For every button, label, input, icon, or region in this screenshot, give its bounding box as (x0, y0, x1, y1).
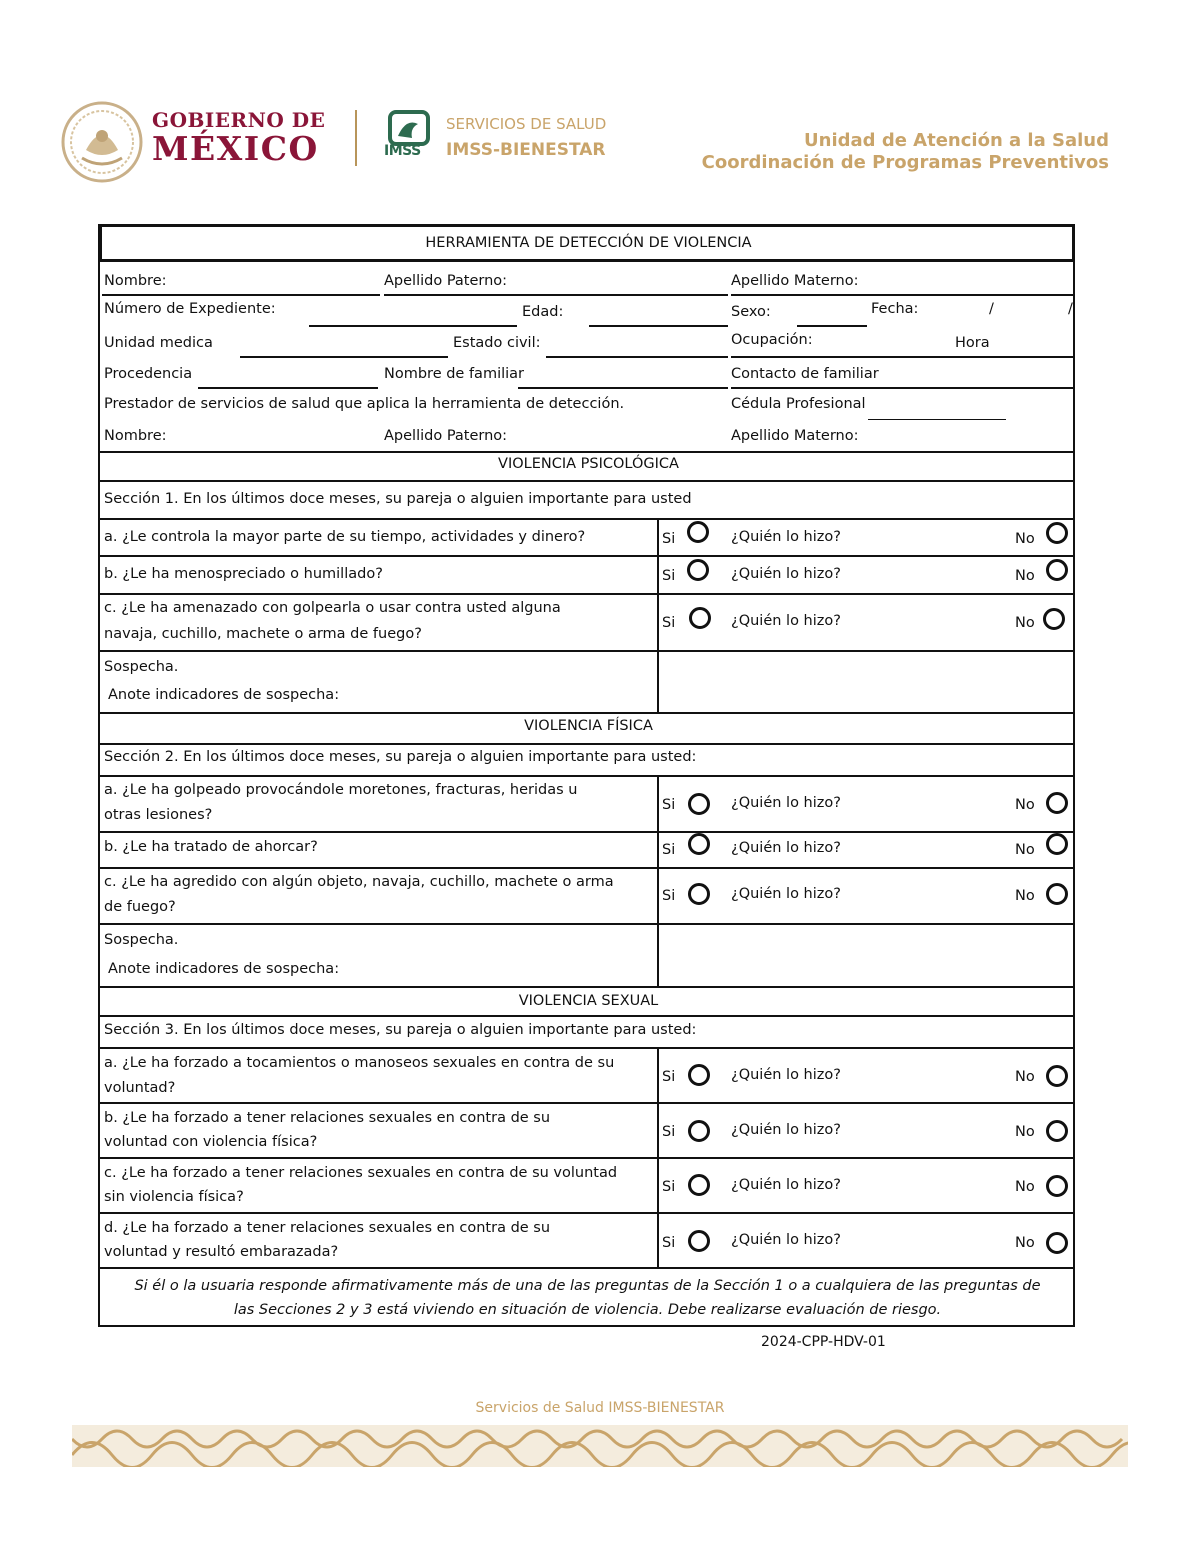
si-label: Si (662, 1235, 676, 1251)
field-line-expediente[interactable] (309, 325, 517, 327)
si-label: Si (662, 568, 676, 584)
no-label: No (1015, 615, 1035, 631)
divider (100, 743, 1075, 745)
label-prestador-apellido-paterno: Apellido Paterno: (384, 428, 508, 444)
no-label: No (1015, 1069, 1035, 1085)
si-label: Si (662, 842, 676, 858)
question-2a-line1: a. ¿Le ha golpeado provocándole moretones, fracturas, heridas u (104, 782, 578, 798)
label-sexo: Sexo: (731, 304, 771, 320)
section-title-sexual: VIOLENCIA SEXUAL (518, 993, 659, 1009)
si-radio-1b[interactable] (687, 559, 709, 581)
question-1b: b. ¿Le ha menospreciado o humillado? (104, 566, 383, 582)
label-cedula: Cédula Profesional (731, 396, 866, 412)
question-1c-line1: c. ¿Le ha amenazado con golpearla o usar contra usted alguna (104, 600, 561, 616)
quien-label: ¿Quién lo hizo? (731, 840, 841, 856)
note-line2: las Secciones 2 y 3 está viviendo en situación de violencia. Debe realizarse evaluación de riesgo. (233, 1302, 942, 1318)
question-1c-line2: navaja, cuchillo, machete o arma de fuego? (104, 626, 422, 642)
label-estado-civil: Estado civil: (453, 335, 541, 351)
no-label: No (1015, 797, 1035, 813)
form-code: 2024-CPP-HDV-01 (761, 1334, 886, 1350)
label-prestador-apellido-materno: Apellido Materno: (731, 428, 859, 444)
divider (100, 1157, 1075, 1159)
question-2c-line1: c. ¿Le ha agredido con algún objeto, navaja, cuchillo, machete o arma (104, 874, 614, 890)
field-line-estado-civil[interactable] (546, 356, 728, 358)
question-3b-line1: b. ¿Le ha forzado a tener relaciones sexuales en contra de su (104, 1110, 551, 1126)
question-3a-line2: voluntad? (104, 1080, 176, 1096)
question-2a-line2: otras lesiones? (104, 807, 213, 823)
divider (100, 1015, 1075, 1017)
label-expediente: Número de Expediente: (104, 301, 276, 317)
column-divider (657, 518, 659, 712)
label-nombre: Nombre: (104, 273, 167, 289)
no-radio-1a[interactable] (1046, 522, 1068, 544)
unidad-atencion: Unidad de Atención a la Salud (804, 130, 1109, 151)
quien-label: ¿Quién lo hizo? (731, 1067, 841, 1083)
indicadores-2: Anote indicadores de sospecha: (108, 961, 340, 977)
si-label: Si (662, 1179, 676, 1195)
field-line-nombre[interactable] (102, 294, 380, 296)
quien-label: ¿Quién lo hizo? (731, 613, 841, 629)
divider (100, 923, 1075, 925)
servicios-line2: IMSS-BIENESTAR (446, 140, 606, 160)
si-label: Si (662, 615, 676, 631)
field-line-cedula[interactable] (868, 419, 1006, 420)
column-divider (657, 1047, 659, 1267)
servicios-line1: SERVICIOS DE SALUD (446, 115, 607, 133)
gobierno-line2: MÉXICO (152, 129, 319, 168)
quien-label: ¿Quién lo hizo? (731, 566, 841, 582)
field-line-apellido-paterno[interactable] (384, 294, 728, 296)
divider (100, 986, 1075, 988)
no-radio-1b[interactable] (1046, 559, 1068, 581)
si-radio-3d[interactable] (688, 1230, 710, 1252)
question-3a-line1: a. ¿Le ha forzado a tocamientos o manoseos sexuales en contra de su (104, 1055, 615, 1071)
label-prestador: Prestador de servicios de salud que aplica la herramienta de detección. (104, 396, 625, 412)
gobierno-line1: GOBIERNO DE (152, 108, 326, 132)
divider (100, 518, 1075, 520)
no-label: No (1015, 531, 1035, 547)
column-divider (657, 775, 659, 986)
divider (100, 1212, 1075, 1214)
si-radio-3b[interactable] (688, 1120, 710, 1142)
no-radio-3a[interactable] (1046, 1065, 1068, 1087)
field-line-nombre-familiar[interactable] (518, 387, 728, 389)
no-radio-3d[interactable] (1046, 1232, 1068, 1254)
question-2c-line2: de fuego? (104, 899, 176, 915)
question-3d-line2: voluntad y resultó embarazada? (104, 1244, 339, 1260)
quien-label: ¿Quién lo hizo? (731, 529, 841, 545)
header-divider (355, 110, 357, 166)
quien-label: ¿Quién lo hizo? (731, 795, 841, 811)
label-hora: Hora (955, 335, 990, 351)
form-title: HERRAMIENTA DE DETECCIÓN DE VIOLENCIA (425, 235, 752, 251)
sospecha-1: Sospecha. (104, 659, 179, 675)
question-3c-line1: c. ¿Le ha forzado a tener relaciones sexuales en contra de su voluntad (104, 1165, 618, 1181)
quien-label: ¿Quién lo hizo? (731, 1232, 841, 1248)
divider (100, 1267, 1075, 1269)
footer-servicios: Servicios de Salud IMSS-BIENESTAR (475, 1400, 725, 1416)
section-intro-3: Sección 3. En los últimos doce meses, su pareja o alguien importante para usted: (104, 1022, 697, 1038)
no-radio-1c[interactable] (1043, 608, 1065, 630)
si-label: Si (662, 531, 676, 547)
no-radio-3c[interactable] (1046, 1175, 1068, 1197)
divider (100, 593, 1075, 595)
label-apellido-paterno: Apellido Paterno: (384, 273, 508, 289)
section-title-fisica: VIOLENCIA FÍSICA (524, 718, 653, 734)
divider (100, 1102, 1075, 1104)
field-line-edad[interactable] (589, 325, 728, 327)
fecha-slash-2: / (1068, 301, 1073, 317)
coordinacion-programas: Coordinación de Programas Preventivos (701, 152, 1109, 173)
no-radio-2c[interactable] (1046, 883, 1068, 905)
si-radio-2a[interactable] (688, 793, 710, 815)
divider (100, 650, 1075, 652)
field-line-contacto-familiar[interactable] (731, 387, 1075, 389)
label-nombre-familiar: Nombre de familiar (384, 366, 525, 382)
question-3d-line1: d. ¿Le ha forzado a tener relaciones sexuales en contra de su (104, 1220, 551, 1236)
label-fecha: Fecha: (871, 301, 919, 317)
note-line1: Si él o la usuaria responde afirmativamente más de una de las preguntas de la Sección 1 o a cualquiera de las preguntas de (134, 1278, 1041, 1294)
sospecha-2: Sospecha. (104, 932, 179, 948)
no-label: No (1015, 1124, 1035, 1140)
mexico-seal-logo (60, 100, 144, 184)
si-radio-2b[interactable] (688, 833, 710, 855)
section-title-psicologica: VIOLENCIA PSICOLÓGICA (498, 456, 679, 472)
field-line-ocupacion[interactable] (731, 356, 1075, 358)
no-radio-2a[interactable] (1046, 792, 1068, 814)
divider (100, 480, 1075, 482)
divider (100, 775, 1075, 777)
label-ocupacion: Ocupación: (731, 332, 813, 348)
no-radio-2b[interactable] (1046, 833, 1068, 855)
no-label: No (1015, 1235, 1035, 1251)
si-radio-1c[interactable] (689, 607, 711, 629)
section-intro-1: Sección 1. En los últimos doce meses, su pareja o alguien importante para usted (104, 491, 692, 507)
si-radio-1a[interactable] (687, 521, 709, 543)
no-label: No (1015, 568, 1035, 584)
question-1a: a. ¿Le controla la mayor parte de su tiempo, actividades y dinero? (104, 529, 586, 545)
no-label: No (1015, 1179, 1035, 1195)
decorative-footer-band (72, 1425, 1128, 1467)
divider (100, 867, 1075, 869)
si-radio-3a[interactable] (688, 1064, 710, 1086)
si-label: Si (662, 797, 676, 813)
no-label: No (1015, 888, 1035, 904)
si-label: Si (662, 1069, 676, 1085)
divider (100, 451, 1075, 453)
divider (100, 1047, 1075, 1049)
si-label: Si (662, 888, 676, 904)
no-label: No (1015, 842, 1035, 858)
no-radio-3b[interactable] (1046, 1120, 1068, 1142)
si-radio-3c[interactable] (688, 1174, 710, 1196)
quien-label: ¿Quién lo hizo? (731, 1177, 841, 1193)
label-unidad-medica: Unidad medica (104, 335, 213, 351)
fecha-slash-1: / (989, 301, 994, 317)
field-line-unidad-medica[interactable] (240, 356, 448, 358)
label-contacto-familiar: Contacto de familiar (731, 366, 879, 382)
divider (100, 555, 1075, 557)
question-3b-line2: voluntad con violencia física? (104, 1134, 318, 1150)
imss-label: IMSS (384, 143, 421, 159)
field-line-procedencia[interactable] (198, 387, 378, 389)
violence-detection-form (98, 224, 1075, 1327)
label-apellido-materno: Apellido Materno: (731, 273, 859, 289)
divider (100, 831, 1075, 833)
quien-label: ¿Quién lo hizo? (731, 886, 841, 902)
quien-label: ¿Quién lo hizo? (731, 1122, 841, 1138)
question-3c-line2: sin violencia física? (104, 1189, 244, 1205)
indicadores-1: Anote indicadores de sospecha: (108, 687, 340, 703)
field-line-sexo[interactable] (797, 325, 867, 327)
si-radio-2c[interactable] (688, 883, 710, 905)
section-intro-2: Sección 2. En los últimos doce meses, su pareja o alguien importante para usted: (104, 749, 697, 765)
divider (100, 712, 1075, 714)
si-label: Si (662, 1124, 676, 1140)
field-line-apellido-materno[interactable] (731, 294, 1075, 296)
question-2b: b. ¿Le ha tratado de ahorcar? (104, 839, 318, 855)
label-prestador-nombre: Nombre: (104, 428, 167, 444)
label-procedencia: Procedencia (104, 366, 193, 382)
label-edad: Edad: (522, 304, 564, 320)
